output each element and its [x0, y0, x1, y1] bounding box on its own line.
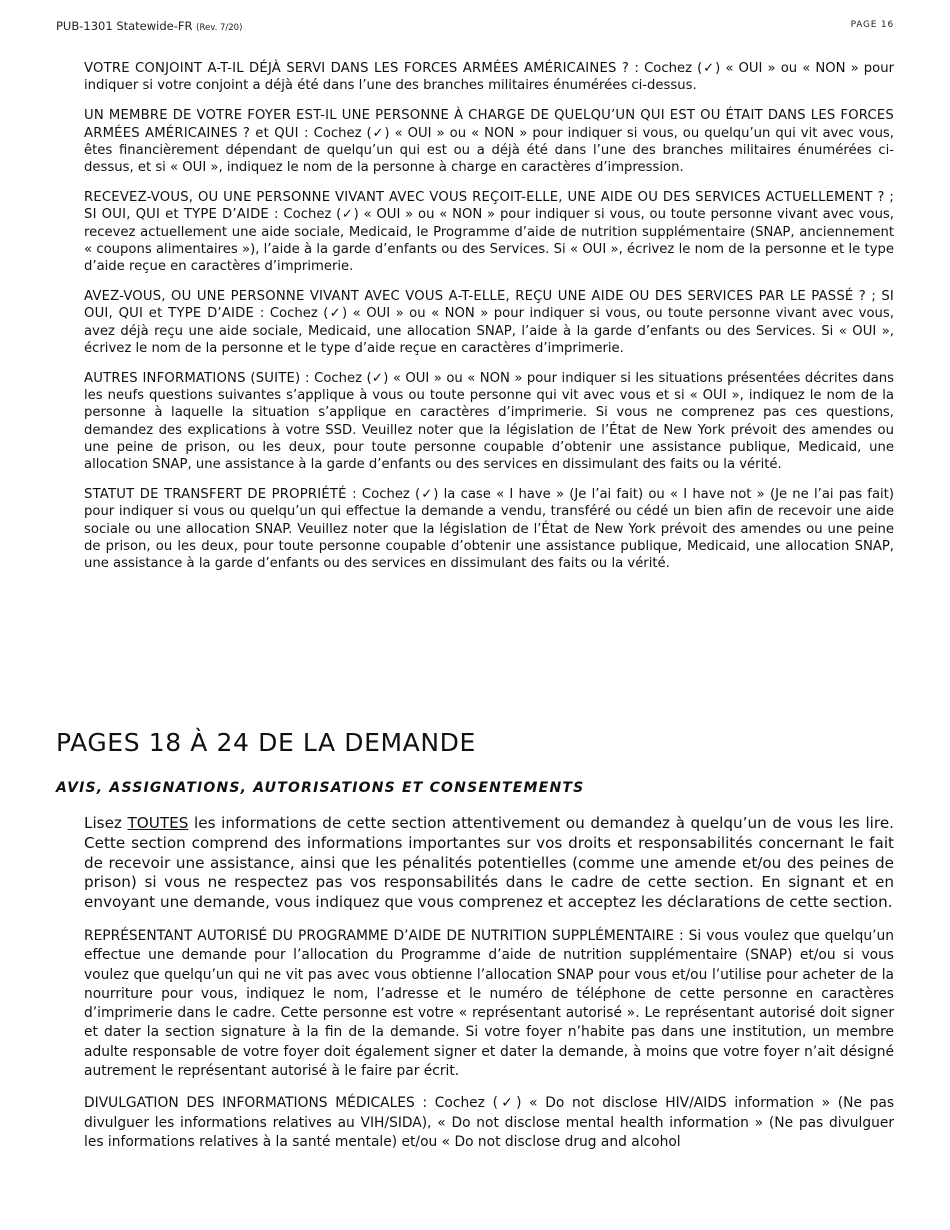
emphasis-all: TOUTES — [127, 814, 189, 832]
paragraph-body: Cochez (✓) « Do not disclose HIV/AIDS information » (Ne pas divulguer les informations relatives au VIH/SIDA), « Do not disclose mental health information » (Ne pas divulguer les informations relatives à la santé mentale) et/ou « Do not disclose drug and alcohol — [84, 1095, 895, 1150]
current-assistance-paragraph — [84, 189, 894, 275]
page-header — [56, 19, 894, 35]
paragraph-body: Cochez (✓) « OUI » ou « NON » pour indiquer si vous, ou quelqu’un qui vit avec vous, êtes financièrement dépendant de quelqu’un qui est ou a déjà été dans l’une des branches militaires énumérées ci-dessus, et si « OUI », indiquez le nom de la personne à charge en caractères d’impression. — [84, 125, 894, 176]
section-subtitle: AVIS, ASSIGNATIONS, AUTORISATIONS ET CONSENTEMENTS — [56, 780, 585, 796]
instructions-continued — [84, 60, 894, 585]
paragraph-heading: REPRÉSENTANT AUTORISÉ DU PROGRAMME D’AIDE DE NUTRITION SUPPLÉMENTAIRE : — [84, 927, 684, 944]
paragraph-heading: VOTRE CONJOINT A-T-IL DÉJÀ SERVI DANS LES FORCES ARMÉES AMÉRICAINES ? : — [84, 61, 639, 76]
other-information-paragraph — [84, 370, 894, 473]
paragraph-body: Cochez (✓) « OUI » ou « NON » pour indiquer si vous, ou toute personne vivant avec vous, recevez actuellement une aide sociale, Medicaid, le Programme d’aide de nutrition supplémentaire (SNAP, anciennement « coupons alimentaires »), l’aide à la garde d’enfants ou des Services. Si « OUI », écrivez le nom de la personne et le type d’aide reçue en caractères d’imprimerie. — [84, 207, 894, 275]
paragraph-heading: RECEVEZ-VOUS, OU UNE PERSONNE VIVANT AVEC VOUS REÇOIT-ELLE, UNE AIDE OU DES SERVICES ACTUELLEMENT ? ; SI OUI, QUI et TYPE D’AIDE : — [84, 190, 894, 223]
notices-section — [84, 814, 894, 1165]
paragraph-heading: DIVULGATION DES INFORMATIONS MÉDICALES : — [84, 1095, 428, 1112]
paragraph-heading: AVEZ-VOUS, OU UNE PERSONNE VIVANT AVEC VOUS A-T-ELLE, REÇU UNE AIDE OU DES SERVICES PAR LE PASSÉ ? ; SI OUI, QUI et TYPE D’AIDE : — [84, 289, 894, 322]
medical-disclosure-paragraph — [84, 1094, 894, 1152]
paragraph-heading: AUTRES INFORMATIONS (SUITE) : — [84, 371, 310, 387]
paragraph-body: Cochez (✓) « OUI » ou « NON » pour indiquer si vous, ou toute personne vivant avec vous, avez déjà reçu une aide sociale, Medicaid, une allocation SNAP, l’aide à la garde d’enfants ou des Services. Si « OUI », écrivez le nom de la personne et le type d’aide reçue en caractères d’imprimerie. — [84, 306, 894, 356]
past-assistance-paragraph — [84, 288, 894, 357]
spouse-military-paragraph — [84, 60, 894, 94]
paragraph-body: Cochez (✓) la case « I have » (Je l’ai fait) ou « I have not » (Je ne l’ai pas fait) pour indiquer si vous ou quelqu’un qui effectue la demande a vendu, transféré ou cédé un bien afin de recevoir une aide sociale ou une allocation SNAP. Veuillez noter que la législation de l’État de New York prévoit des amendes ou une peine de prison, ou les deux, pour toute personne coupable d’obtenir une assistance publique, Medicaid, une allocation SNAP, une assistance à la garde d’enfants ou des services en dissimulant des faits ou la vérité. — [84, 487, 894, 572]
paragraph-body: Cochez (✓) « OUI » ou « NON » pour indiquer si votre conjoint a déjà été dans l’une des branches militaires énumérées ci-dessus. — [84, 61, 894, 94]
section-title: PAGES 18 À 24 DE LA DEMANDE — [56, 728, 476, 757]
paragraph-heading: STATUT DE TRANSFERT DE PROPRIÉTÉ : — [84, 487, 357, 503]
authorized-representative-paragraph — [84, 927, 894, 1081]
property-transfer-paragraph — [84, 486, 894, 572]
revision-label: (Rev. 7/20) — [196, 23, 243, 33]
paragraph-body: Si vous voulez que quelqu’un effectue une demande pour l’allocation du Programme d’aide de nutrition supplémentaire (SNAP) et/ou si vous voulez que quelqu’un qui ne vit pas avec vous obtienne l’allocation SNAP pour vous et/ou l’utilise pour acheter de la nourriture pour vous, indiquez le nom, l’adresse et le numéro de téléphone de cette personne en caractères d’imprimerie dans le cadre. Cette personne est votre « représentant autorisé ». Le représentant autorisé doit signer et dater la section signature à la fin de la demande. Si votre foyer n’habite pas dans une institution, un membre adulte responsable de votre foyer doit également signer et dater la demande, à moins que votre foyer n’ait désigné autrement le représentant autorisé à le faire par écrit. — [84, 927, 894, 1080]
page-number: PAGE 16 — [850, 20, 894, 30]
military-dependent-paragraph — [84, 107, 894, 176]
section-intro-paragraph: Lisez TOUTES les informations de cette section attentivement ou demandez à quelqu’un de vous les lire. Cette section comprend des informations importantes sur vos droits et responsabilités concernant le fait de recevoir une assistance, ainsi que les pénalités potentielles (comme une amende et/ou des peines de prison) si vous ne respectez pas vos responsabilités dans le cadre de cette section. En signant et en envoyant une demande, vous indiquez que vous comprenez et acceptez les déclarations de cette section. — [84, 814, 894, 912]
document-id: PUB-1301 Statewide-FR (Rev. 7/20) — [56, 19, 243, 33]
paragraph-heading: UN MEMBRE DE VOTRE FOYER EST-IL UNE PERSONNE À CHARGE DE QUELQU’UN QUI EST OU ÉTAIT DANS LES FORCES ARMÉES AMÉRICAINES ? et QUI : — [84, 108, 894, 141]
paragraph-body: Cochez (✓) « OUI » ou « NON » pour indiquer si les situations présentées décrites dans les neufs questions suivantes s’applique à vous ou toute personne qui vit avec vous et si « OUI », indiquez le nom de la personne à laquelle la situation s’applique en caractères d’imprimerie. Si vous ne comprenez pas ces questions, demandez des explications à votre SSD. Veuillez noter que la législation de l’État de New York prévoit des amendes ou une peine de prison, ou les deux, pour toute personne coupable d’obtenir une assistance publique, Medicaid, une allocation SNAP, une assistance à la garde d’enfants ou des services en dissimulant des faits ou la vérité. — [84, 371, 895, 473]
